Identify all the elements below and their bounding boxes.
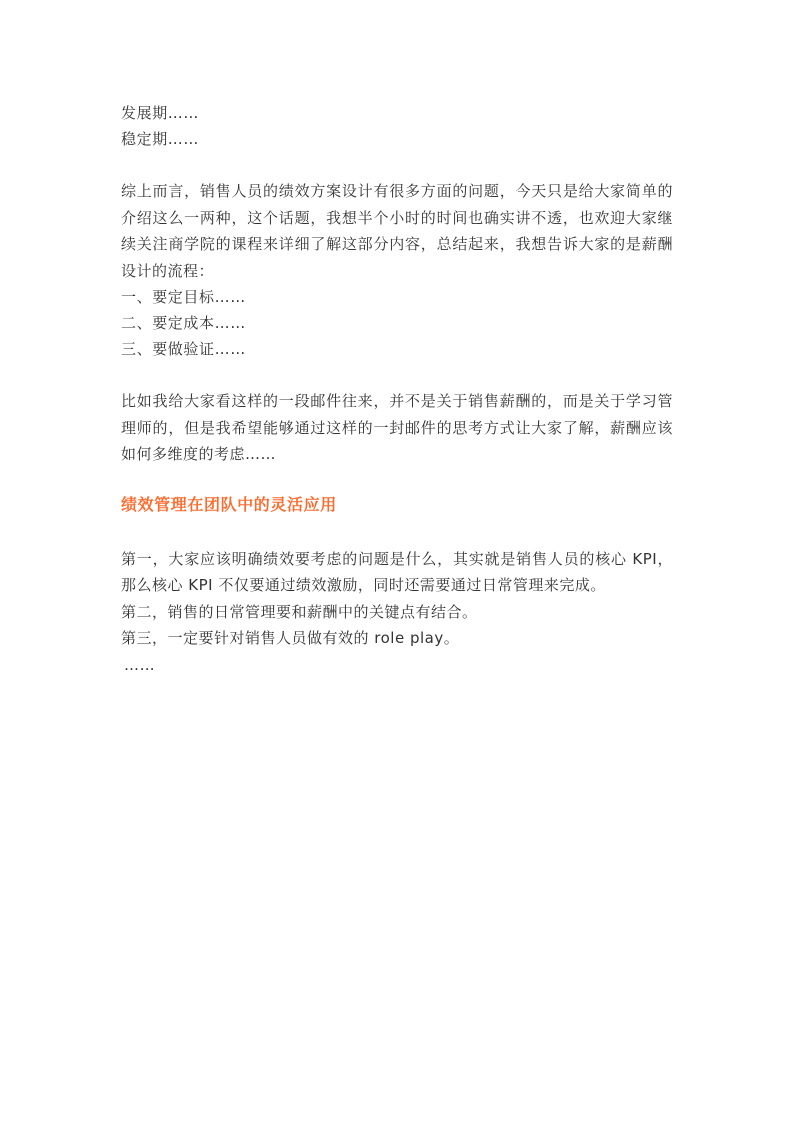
example-paragraph: 比如我给大家看这样的一段邮件往来，并不是关于销售薪酬的，而是关于学习管理师的，但是我希望能够通过这样的一封邮件的思考方式让大家了解，薪酬应该如何多维度的考虑…… — [121, 392, 673, 463]
paragraph-gap — [121, 518, 673, 546]
document-page — [121, 100, 673, 678]
summary-paragraph: 综上而言，销售人员的绩效方案设计有很多方面的问题，今天只是给大家简单的介绍这么一两种，这个话题，我想半个小时的时间也确实讲不透，也欢迎大家继续关注商学院的课程来详细了解这部分内容，总结起来，我想告诉大家的是薪酬设计的流程： — [121, 182, 673, 280]
section-heading: 绩效管理在团队中的灵活应用 — [121, 494, 337, 514]
point-3-paragraph: 第三，一定要针对销售人员做有效的 role play。 — [121, 629, 460, 647]
point-1-paragraph: 第一，大家应该明确绩效要考虑的问题是什么，其实就是销售人员的核心 KPI，那么核心 KPI 不仅要通过绩效激励，同时还需要通过日常管理来完成。 — [121, 549, 673, 594]
paragraph-gap — [121, 362, 673, 388]
process-step-1: 一、要定目标…… — [121, 288, 246, 306]
paragraph-gap — [121, 152, 673, 178]
process-step-2: 二、要定成本…… — [121, 314, 246, 332]
point-2-paragraph: 第二，销售的日常管理要和薪酬中的关键点有结合。 — [121, 602, 478, 621]
trailing-ellipsis: …… — [124, 655, 156, 674]
stage-line-development: 发展期…… — [121, 104, 200, 122]
process-step-3: 三、要做验证…… — [121, 340, 246, 358]
stage-line-stable: 稳定期…… — [121, 130, 200, 148]
paragraph-gap — [121, 468, 673, 492]
